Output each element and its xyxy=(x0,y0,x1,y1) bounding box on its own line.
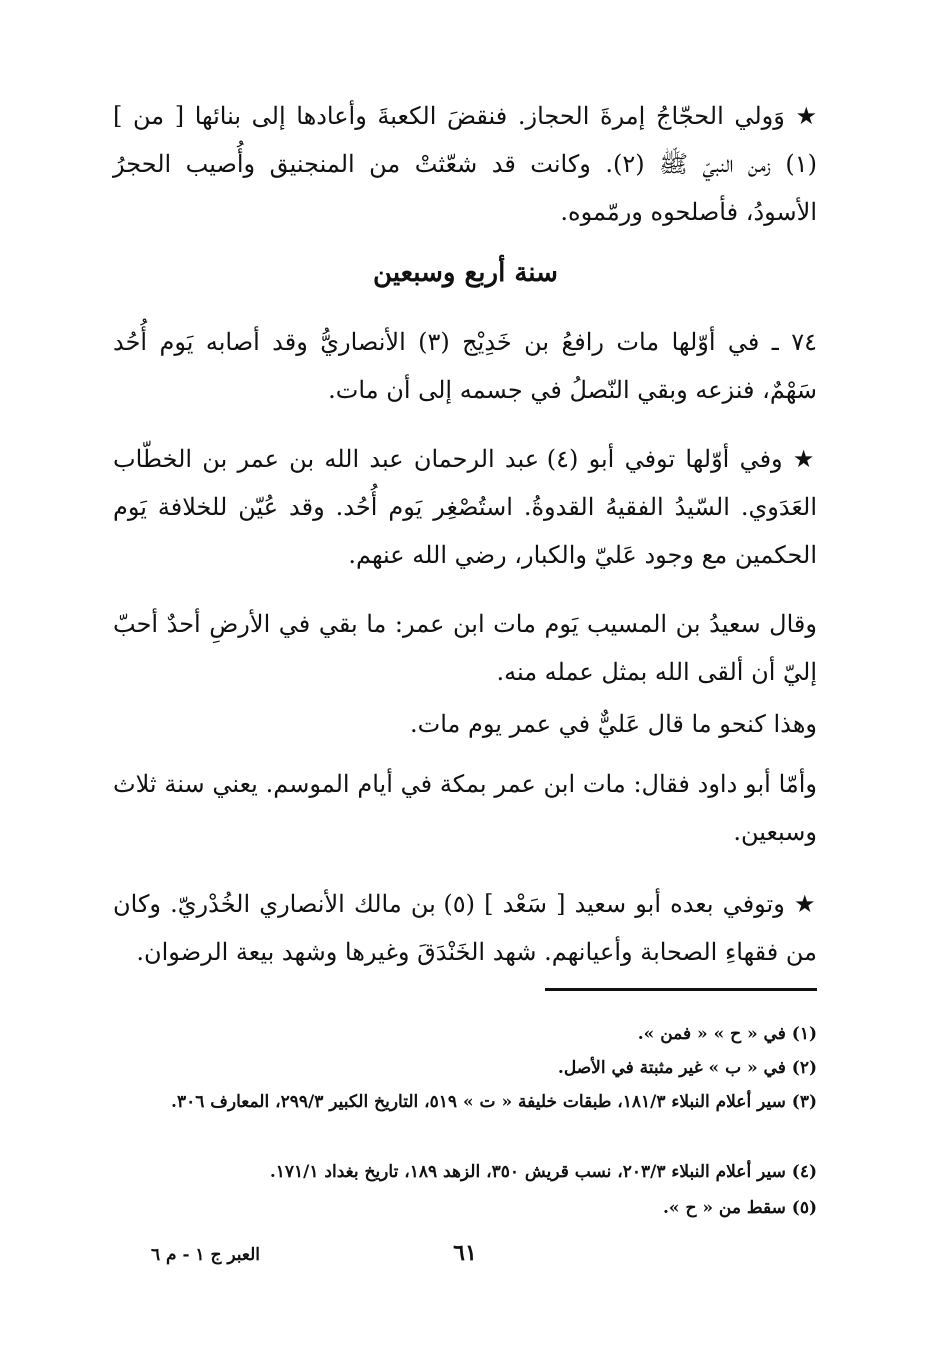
paragraph-ali: وهذا كنحو ما قال عَليٌّ في عمر يوم مات. xyxy=(409,710,817,738)
footnote-5: (٥) سقط من « ح ». xyxy=(663,1198,817,1218)
running-signature: العبر ج ١ - م ٦ xyxy=(150,1245,260,1265)
footnote-1: (١) في « ح » « فمن ». xyxy=(637,1024,817,1044)
paragraph-rafi: ٧٤ ـ في أوّلها مات رافعُ بن خَدِيْج (٣) الأنصاريُّ وقد أصابه يَوم أُحُد سَهْمٌ، فنزعه وبقي النّصلُ في جسمه إلى أن مات. xyxy=(113,328,817,404)
footnote-4: (٤) سير أعلام النبلاء ٢٠٣/٣، نسب قريش ٣٥٠، الزهد ١٨٩، تاريخ بغداد ١٧١/١. xyxy=(269,1162,817,1182)
paragraph-abu-said: ★ وتوفي بعده أبو سعيد [ سَعْد ] (٥) بن مالك الأنصاري الخُدْريّ. وكان من فقهاءِ الصحابة وأعيانهم. شهد الخَنْدَقَ وغيرها وشهد بيعة الرضوان. xyxy=(113,890,817,966)
paragraph-hajjaj: ★ وَولي الحجّاجُ إمرةَ الحجاز. فنقضَ الكعبةَ وأعادها إلى بنائها [ من ] (١) زمن النبيّ ﷺ (٢). وكانت قد شعّثتْ من المنجنيق وأُصيب الحجرُ الأسودُ، فأصلحوه ورمّموه. xyxy=(113,102,817,226)
footnote-3: (٣) سير أعلام النبلاء ١٨١/٣، طبقات خليفة « ت » ٥١٩، التاريخ الكبير ٢٩٩/٣، المعارف ٣٠٦. xyxy=(171,1092,817,1112)
page-number: ٦١ xyxy=(453,1240,477,1266)
paragraph-ibn-umar: ★ وفي أوّلها توفي أبو (٤) عبد الرحمان عبد الله بن عمر بن الخطّاب العَدَوي. السّيدُ الفقيهُ القدوةُ. استُصْغِر يَوم أُحُد. وقد عُيّن للخلافة يَوم الحكمين مع وجود عَليّ والكبار، رضي الله عنهم. xyxy=(113,445,818,569)
footnote-2: (٢) في « ب » غير مثبتة في الأصل. xyxy=(557,1058,817,1078)
footnote-divider xyxy=(545,988,817,991)
section-heading: سنة أربع وسبعين xyxy=(373,258,558,288)
paragraph-abu-dawud: وأمّا أبو داود فقال: مات ابن عمر بمكة في أيام الموسم. يعني سنة ثلاث وسبعين. xyxy=(113,770,817,846)
paragraph-said: وقال سعيدُ بن المسيب يَوم مات ابن عمر: ما بقي في الأرضِ أحدٌ أحبّ إليّ أن ألقى الله بمثل عمله منه. xyxy=(113,610,817,686)
